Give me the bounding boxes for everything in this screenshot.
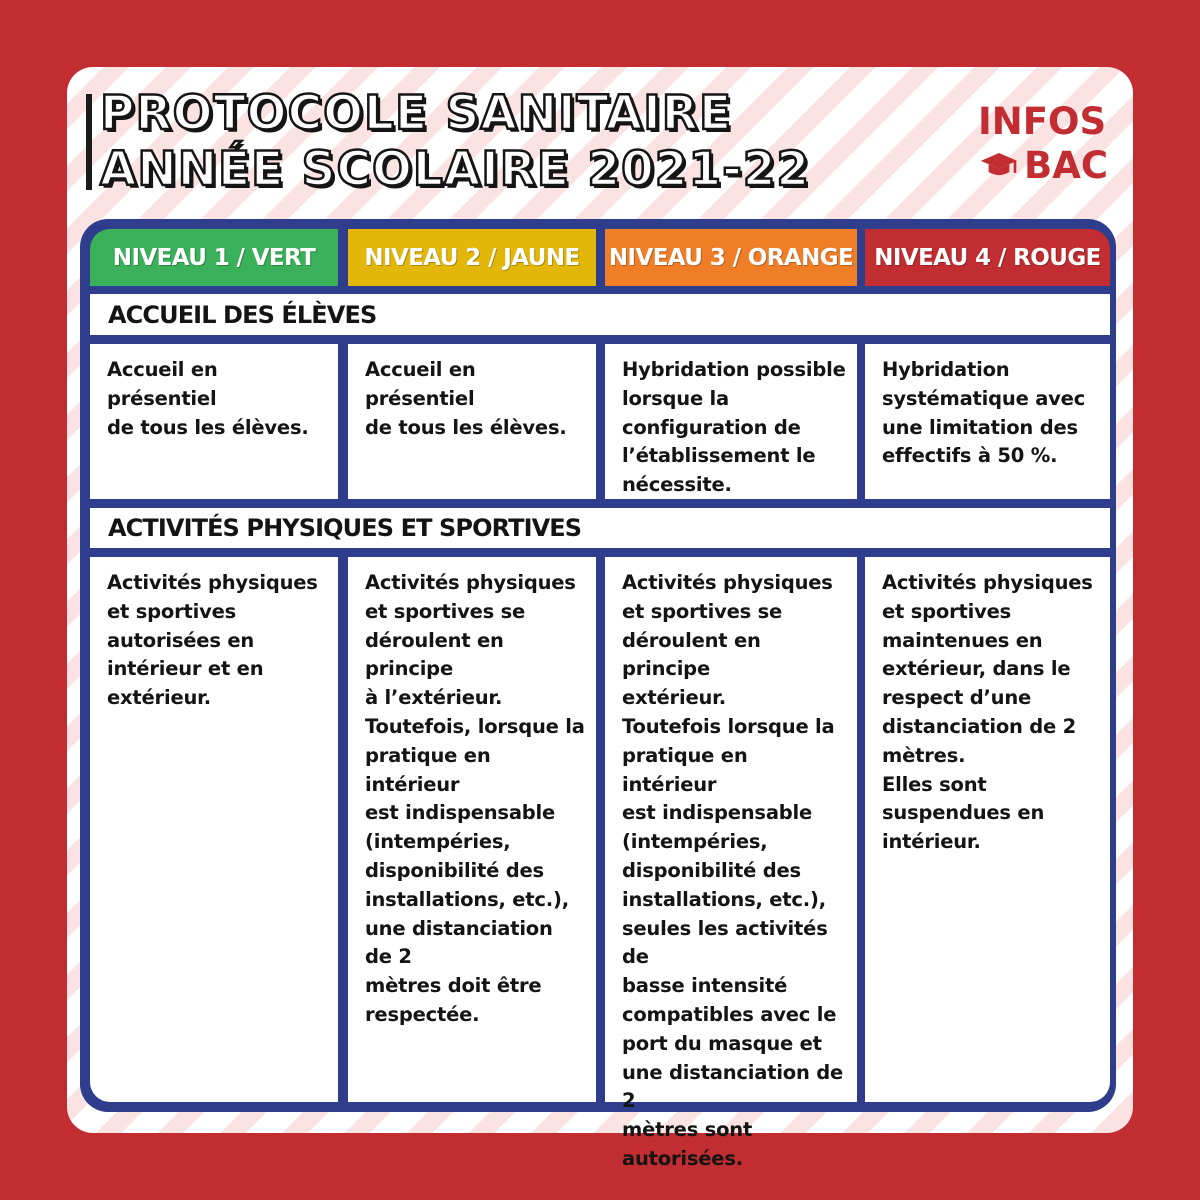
activites-level-1-cell: Activités physiques et sportives autorisées en intérieur et en extérieur. — [90, 557, 338, 1102]
brand-line-1: INFOS — [978, 100, 1107, 143]
brand-logo — [978, 100, 1108, 188]
accueil-level-3-cell: Hybridation possible lorsque la configuration de l’établissement le nécessite. — [605, 344, 857, 499]
title-line-1: PROTOCOLE SANITAIRE — [100, 86, 733, 141]
accueil-level-1-cell: Accueil en présentiel de tous les élèves. — [90, 344, 338, 499]
level-2-header: NIVEAU 2 / JAUNE — [348, 229, 596, 286]
graduation-cap-icon — [980, 149, 1018, 183]
level-1-header: NIVEAU 1 / VERT — [90, 229, 338, 286]
section-title-activites: ACTIVITÉS PHYSIQUES ET SPORTIVES — [90, 508, 1110, 548]
protocol-table — [80, 219, 1116, 1170]
activites-level-2-cell: Activités physiques et sportives se déroulent en principe à l’extérieur. Toutefois, lorsque la pratique en intérieur est indispensable (intempéries, disponibilité des installations, etc.), une distanciation de 2 mètres doit être respectée. — [348, 557, 596, 1102]
brand-line-2: BAC — [1024, 144, 1108, 187]
level-3-header: NIVEAU 3 / ORANGE — [605, 229, 857, 286]
activites-level-3-cell: Activités physiques et sportives se déroulent en principe extérieur. Toutefois lorsque la pratique en intérieur est indispensable (intempéries, disponibilité des installations, etc.), seules les activités de basse intensité compatibles avec le port du masque et une distanciation de 2 mètres sont autorisées. — [605, 557, 857, 1102]
title-line-2: ANNÉE SCOLAIRE 2021-22 — [100, 142, 811, 197]
page-title — [100, 86, 810, 198]
section-title-accueil: ACCUEIL DES ÉLÈVES — [90, 294, 1110, 335]
level-4-header: NIVEAU 4 / ROUGE — [865, 229, 1110, 286]
accueil-level-2-cell: Accueil en présentiel de tous les élèves. — [348, 344, 596, 499]
title-accent-bar — [86, 94, 92, 190]
accueil-level-4-cell: Hybridation systématique avec une limitation des effectifs à 50 %. — [865, 344, 1110, 499]
activites-level-4-cell: Activités physiques et sportives maintenues en extérieur, dans le respect d’une distanciation de 2 mètres. Elles sont suspendues en intérieur. — [865, 557, 1110, 1102]
